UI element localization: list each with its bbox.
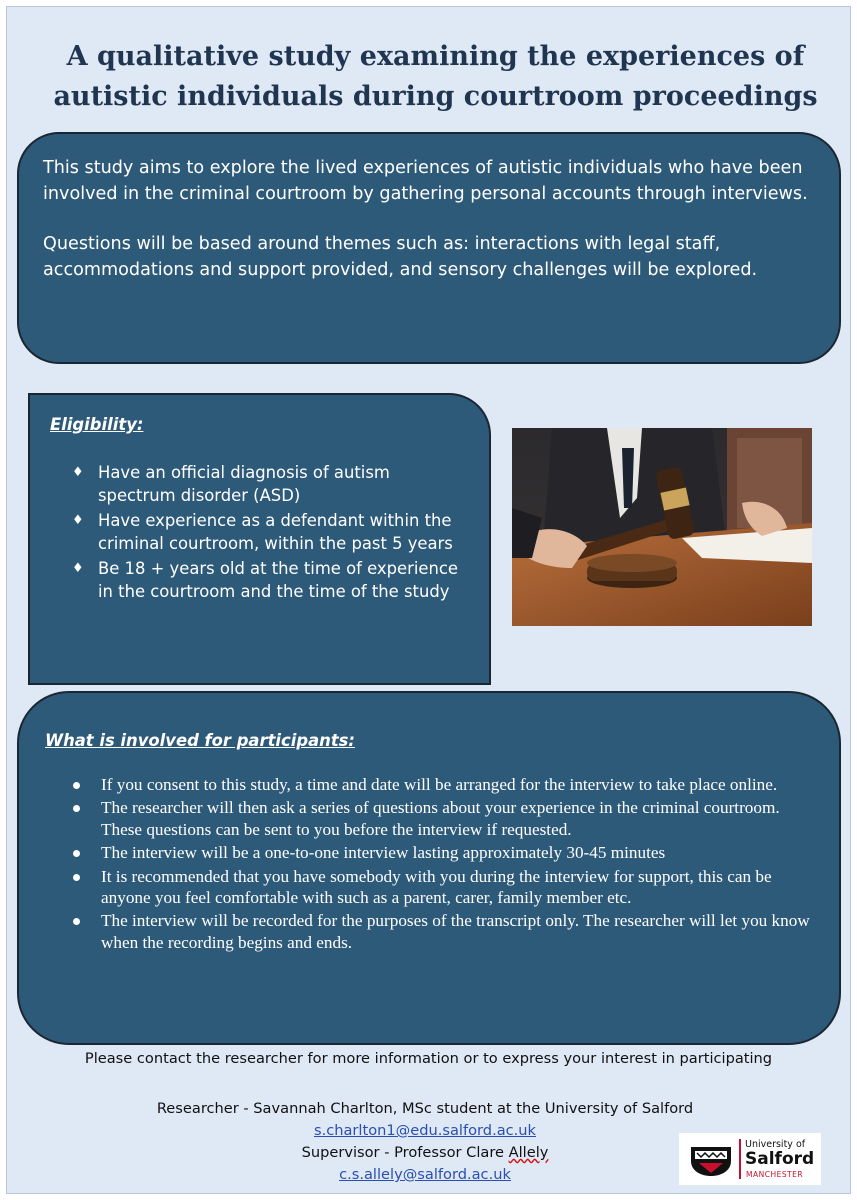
supervisor-surname: Allely xyxy=(508,1144,549,1161)
eligibility-item xyxy=(72,509,469,556)
participants-item-text: If you consent to this study, a time and date will be arranged for the interview to take place online. xyxy=(101,775,778,794)
diamond-bullet-icon: ♦ xyxy=(72,512,84,528)
eligibility-item xyxy=(72,557,469,604)
participants-item-text: It is recommended that you have somebody with you during the interview for support, this can be anyone you feel comfortable with such as a parent, carer, family member etc. xyxy=(101,866,772,908)
eligibility-item xyxy=(72,461,469,508)
researcher-line: Researcher - Savannah Charlton, MSc student at the University of Salford xyxy=(156,1100,694,1117)
supervisor-email-link[interactable]: c.s.allely@salford.ac.uk xyxy=(339,1166,511,1183)
bullet-dot-icon xyxy=(73,850,80,857)
bullet-dot-icon xyxy=(73,918,80,925)
poster-title xyxy=(27,37,844,117)
participants-item xyxy=(101,866,813,909)
footer-contacts xyxy=(100,1098,750,1186)
gavel-illustration xyxy=(512,428,812,626)
participants-item xyxy=(101,797,813,840)
intro-panel xyxy=(17,132,841,364)
eligibility-panel xyxy=(28,393,491,685)
logo-line-3: MANCHESTER xyxy=(746,1170,804,1179)
diamond-bullet-icon: ♦ xyxy=(72,560,84,576)
intro-paragraph-1: This study aims to explore the lived experiences of autistic individuals who have been involved in the criminal courtroom by gathering personal accounts through interviews. xyxy=(43,158,808,204)
supervisor-prefix: Supervisor - Professor Clare xyxy=(301,1144,509,1161)
intro-paragraph-2: Questions will be based around themes such as: interactions with legal staff, accommodations and support provided, and sensory challenges will be explored. xyxy=(43,234,758,280)
title-line-1: A qualitative study examining the experiences of xyxy=(66,41,805,72)
title-line-2: autistic individuals during courtroom proceedings xyxy=(53,81,818,112)
supervisor-line xyxy=(100,1142,750,1164)
logo-line-1: University of xyxy=(745,1139,806,1150)
participants-item xyxy=(101,842,813,863)
contact-line: Please contact the researcher for more information or to express your interest in participating xyxy=(84,1050,773,1067)
logo-line-2: Salford xyxy=(745,1149,815,1169)
university-crest-icon xyxy=(689,1141,733,1177)
participants-list xyxy=(45,774,813,953)
participants-panel xyxy=(17,691,841,1045)
eligibility-item-text: Have experience as a defendant within the criminal courtroom, within the past 5 years xyxy=(98,510,453,553)
participants-item-text: The researcher will then ask a series of questions about your experience in the criminal courtroom. These questions can be sent to you before the interview if requested. xyxy=(101,798,780,839)
gavel-photo xyxy=(512,428,812,626)
eligibility-heading: Eligibility: xyxy=(50,415,144,434)
researcher-email-link[interactable]: s.charlton1@edu.salford.ac.uk xyxy=(313,1122,537,1139)
eligibility-list xyxy=(50,461,469,604)
participants-item-text: The interview will be a one-to-one interview lasting approximately 30-45 minutes xyxy=(101,843,666,863)
participants-item-text: The interview will be recorded for the purposes of the transcript only. The researcher will let you know when the recording begins and ends. xyxy=(101,911,810,952)
participants-heading: What is involved for participants: xyxy=(45,731,355,750)
bullet-dot-icon xyxy=(73,782,80,789)
participants-item xyxy=(101,910,813,953)
poster xyxy=(6,6,851,1194)
eligibility-item-text: Be 18 + years old at the time of experience in the courtroom and the time of the study xyxy=(98,558,458,601)
diamond-bullet-icon: ♦ xyxy=(72,464,84,480)
university-logo xyxy=(679,1133,821,1185)
logo-divider xyxy=(739,1139,741,1179)
participants-item xyxy=(101,774,813,795)
eligibility-item-text: Have an official diagnosis of autism spectrum disorder (ASD) xyxy=(98,462,390,505)
bullet-dot-icon xyxy=(73,874,80,881)
bullet-dot-icon xyxy=(73,805,80,812)
